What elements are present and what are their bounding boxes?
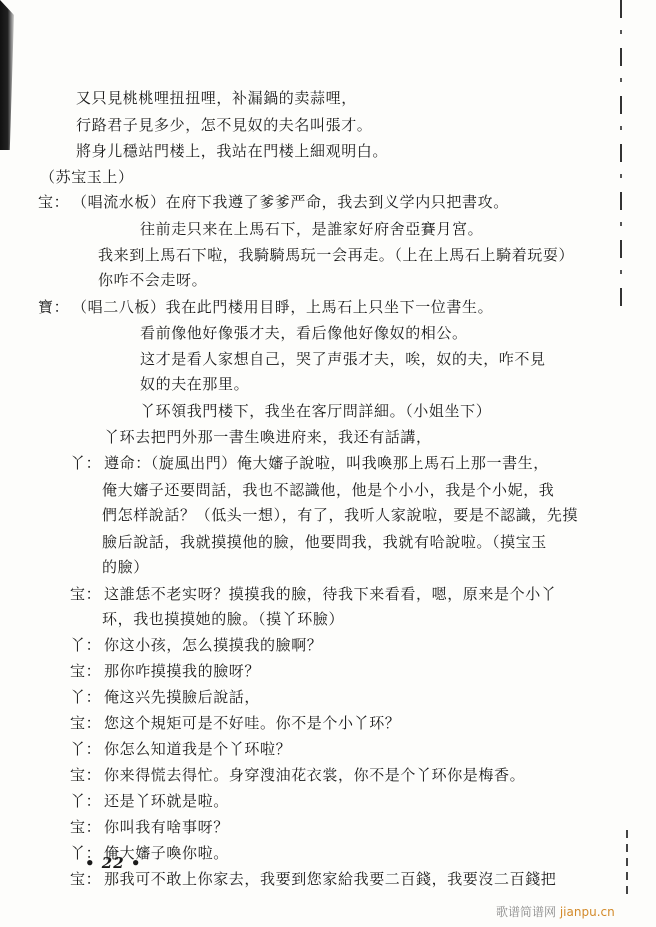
text-line xyxy=(102,506,578,524)
line-text: 俺这兴先摸臉后說話， xyxy=(104,688,261,706)
speaker-label: 宝： xyxy=(70,870,102,888)
text-line xyxy=(104,428,432,446)
text-line xyxy=(40,168,134,186)
text-line xyxy=(76,142,388,160)
text-line xyxy=(76,89,357,107)
watermark xyxy=(496,903,615,920)
dialogue-line xyxy=(70,714,400,732)
line-text: （唱流水板）在府下我遵了爹爹严命，我去到义学内只把書攻。 xyxy=(72,193,509,211)
dialogue-line xyxy=(38,193,509,211)
text-line xyxy=(140,375,249,393)
speaker-label: 宝： xyxy=(70,585,102,603)
margin-rule xyxy=(620,0,622,310)
text-line xyxy=(102,610,344,628)
dialogue-line xyxy=(70,636,322,654)
speaker-label: 宝： xyxy=(38,193,70,211)
line-text: （唱二八板）我在此門楼用目睜，上馬石上只坐下一位書生。 xyxy=(72,298,494,316)
text-line xyxy=(98,246,574,264)
speaker-label: 丫： xyxy=(70,740,102,758)
line-text: 丫环領我門楼下，我坐在客厅問詳細。（小姐坐下） xyxy=(140,402,492,420)
dialogue-line xyxy=(70,585,556,603)
dialogue-line xyxy=(70,688,260,706)
dialogue-line xyxy=(70,662,260,680)
line-text: 俺大嬸子喚你啦。 xyxy=(104,844,229,862)
text-line xyxy=(140,402,491,420)
line-text: 环，我也摸摸她的臉。（摸丫环臉） xyxy=(102,610,345,628)
line-text: 这誰恁不老实呀？摸摸我的臉，待我下来看看，嗯，原来是个小丫 xyxy=(104,585,557,603)
line-text: 你咋不会走呀。 xyxy=(98,271,208,289)
line-text: 那我可不敢上你家去，我要到您家給我要二百錢，我要沒二百錢把 xyxy=(104,870,557,888)
line-text: 我来到上馬石下啦，我騎騎馬玩一会再走。（上在上馬石上騎着玩耍） xyxy=(98,246,575,264)
line-text: 往前走只来在上馬石下，是誰家好府舍亞賽月宮。 xyxy=(140,220,484,238)
watermark-domain: jianpu.cn xyxy=(559,905,615,919)
speaker-label: 丫： xyxy=(70,636,102,654)
dialogue-line xyxy=(70,454,549,472)
line-text: 你这小孩，怎么摸摸我的臉啊？ xyxy=(104,636,323,654)
text-line xyxy=(76,116,372,134)
dialogue-line xyxy=(70,818,229,836)
speaker-label: 宝： xyxy=(70,662,102,680)
watermark-text: 歌谱简谱网 xyxy=(496,905,557,919)
line-text: 那你咋摸摸我的臉呀？ xyxy=(104,662,261,680)
line-text: 看前像他好像張才夫，看后像他好像奴的相公。 xyxy=(140,324,468,342)
line-text: 遵命：（旋風出門）俺大嬸子說啦，叫我喚那上馬石上那一書生， xyxy=(104,454,549,472)
line-text: 臉后說話，我就摸摸他的臉，他要問我，我就有哈說啦。（摸宝玉 xyxy=(102,533,547,551)
dialogue-line xyxy=(70,870,556,888)
binding-shadow xyxy=(0,0,14,150)
line-text: 又只見桃桃哩扭扭哩，补漏鍋的卖蒜哩， xyxy=(76,89,357,107)
dialogue-line xyxy=(70,766,525,784)
dialogue-line xyxy=(70,792,229,810)
line-text: （苏宝玉上） xyxy=(40,168,134,186)
text-line xyxy=(140,324,468,342)
speaker-label: 丫： xyxy=(70,792,102,810)
text-line xyxy=(98,271,207,289)
text-line xyxy=(102,481,554,499)
margin-rule-bottom xyxy=(626,830,628,900)
line-text: 奴的夫在那里。 xyxy=(140,375,250,393)
speaker-label: 宝： xyxy=(70,818,102,836)
line-text: 丫环去把門外那一書生喚进府来，我还有話講， xyxy=(104,428,432,446)
dialogue-line xyxy=(38,298,493,316)
text-line xyxy=(140,350,546,368)
line-text: 这才是看人家想自己，哭了声張才夫，唉，奴的夫，咋不見 xyxy=(140,350,546,368)
text-line xyxy=(102,533,547,551)
line-text: 將身儿穩站門楼上，我站在門楼上細观明白。 xyxy=(76,142,389,160)
speaker-label: 丫： xyxy=(70,454,102,472)
dialogue-line xyxy=(70,740,291,758)
text-line xyxy=(102,558,149,576)
page-number: • 22 • xyxy=(85,854,142,872)
line-text: 你怎么知道我是个丫环啦？ xyxy=(104,740,292,758)
speaker-label: 丫： xyxy=(70,688,102,706)
speaker-label: 宝： xyxy=(70,714,102,732)
text-line xyxy=(140,220,483,238)
line-text: 的臉） xyxy=(102,558,149,576)
line-text: 还是丫环就是啦。 xyxy=(104,792,229,810)
speaker-label: 寶： xyxy=(38,298,70,316)
speaker-label: 丫： xyxy=(70,844,102,862)
speaker-label: 宝： xyxy=(70,766,102,784)
line-text: 您这个規矩可是不好哇。你不是个小丫环？ xyxy=(104,714,401,732)
line-text: 你叫我有啥事呀？ xyxy=(104,818,229,836)
line-text: 們怎样說話？（低头一想），有了，我听人家說啦，要是不認識，先摸 xyxy=(102,506,579,524)
line-text: 你来得慌去得忙。身穿溲油花衣裳，你不是个丫环你是梅香。 xyxy=(104,766,526,784)
line-text: 俺大嬸子还要問話，我也不認識他，他是个小小，我是个小妮，我 xyxy=(102,481,555,499)
line-text: 行路君子見多少，怎不見奴的夫名叫張才。 xyxy=(76,116,373,134)
